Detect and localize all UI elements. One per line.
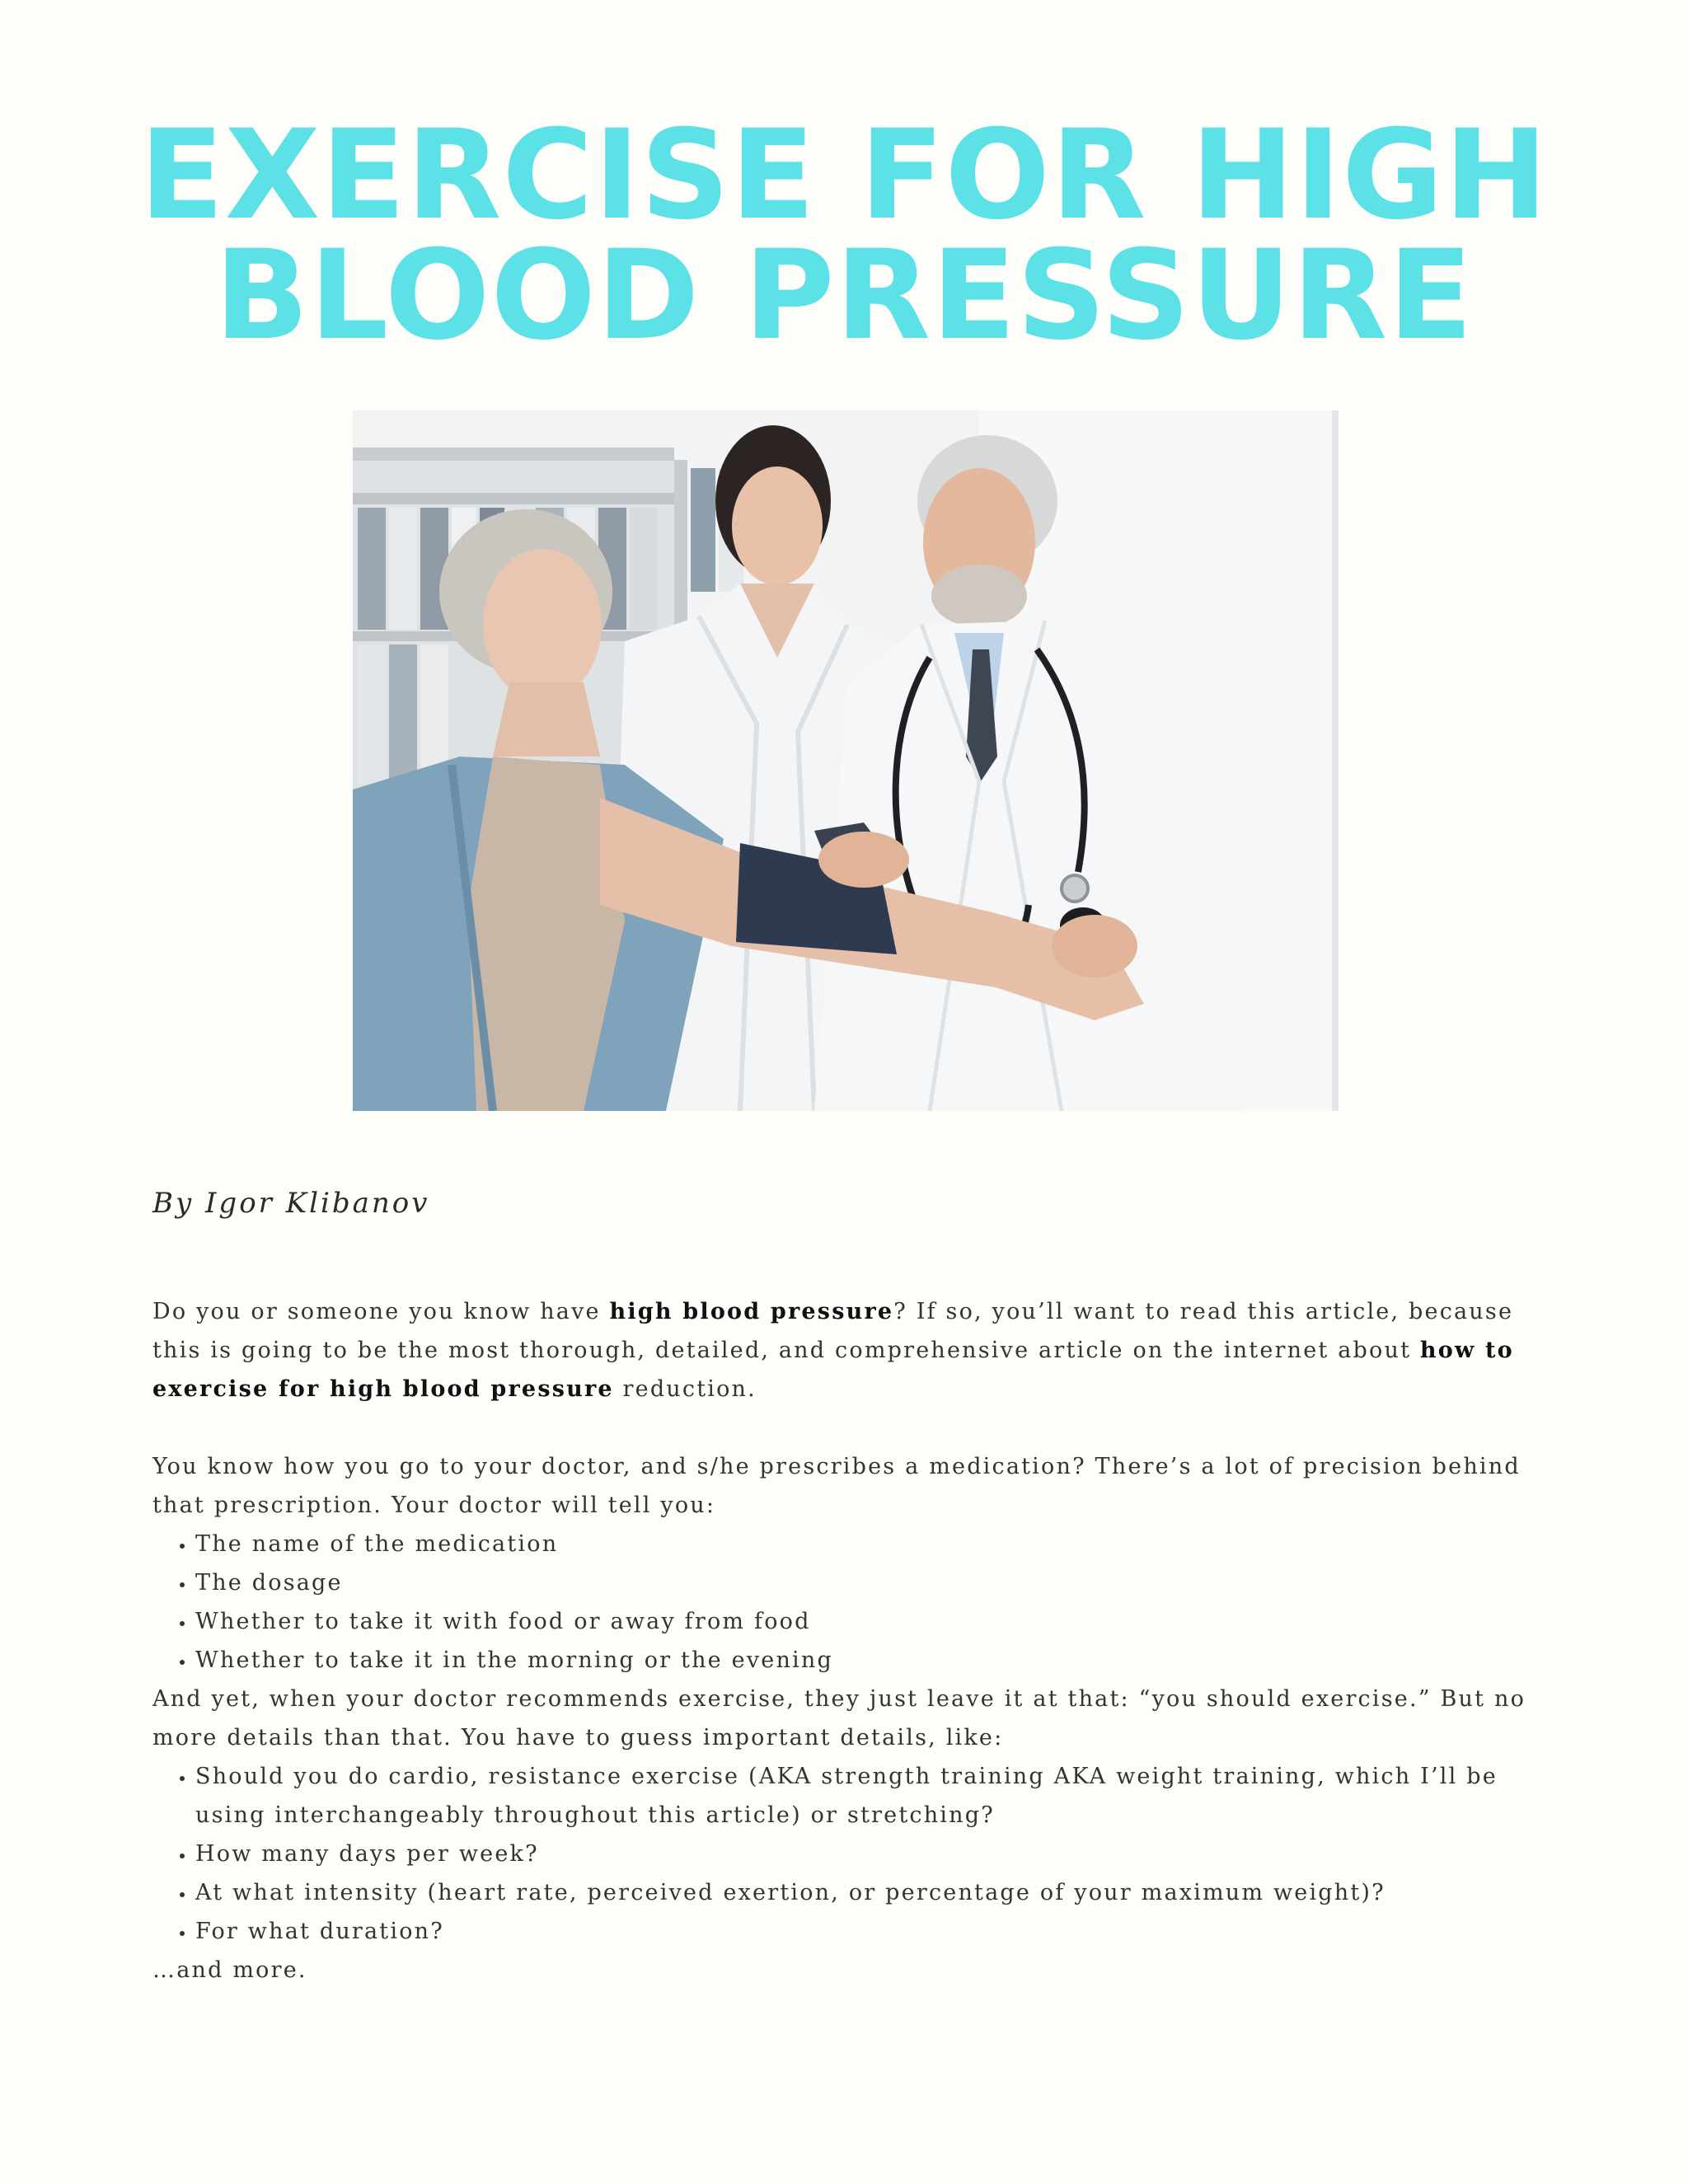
list-item: • Should you do cardio, resistance exercise (AKA strength training AKA weight training, which I’ll be using interchangeably throughout this article) or stretching? [195, 1757, 1554, 1835]
list-item: • The name of the medication [195, 1525, 1554, 1563]
intro-bold-2: how to exercise for high blood pressure [152, 1338, 1514, 1402]
exercise-questions-list [152, 1757, 1554, 1951]
intro-text-3: reduction. [613, 1376, 757, 1402]
title-line-2: BLOOD PRESSURE [214, 224, 1474, 368]
list-item: • How many days per week? [195, 1835, 1554, 1873]
intro-text-1: Do you or someone you know have [152, 1299, 610, 1324]
medication-list [152, 1525, 1554, 1680]
intro-bold-1: high blood pressure [609, 1299, 894, 1324]
paragraph-prescription: You know how you go to your doctor, and s/he prescribes a medication? There’s a lot of precision behind that prescription. Your doctor will tell you: [152, 1454, 1521, 1518]
intro-text-2: ? If so, you’ll want to read this article, because this is going to be the most thorough, detailed, and comprehensive article on the internet about [152, 1299, 1514, 1363]
list-item: • Whether to take it with food or away from food [195, 1602, 1554, 1641]
list-item: • Whether to take it in the morning or the evening [195, 1641, 1554, 1680]
closing-text: …and more. [152, 1957, 307, 1983]
list-item: • The dosage [195, 1563, 1554, 1602]
byline: By Igor Klibanov [152, 1187, 430, 1220]
article-body [152, 1292, 1554, 1990]
list-item: • At what intensity (heart rate, perceived exertion, or percentage of your maximum weight)? [195, 1873, 1554, 1912]
page-title [0, 104, 1688, 368]
list-item: • For what duration? [195, 1912, 1554, 1951]
doctor-measuring-blood-pressure-photo [353, 410, 1339, 1111]
title-line-1: EXERCISE FOR HIGH [139, 104, 1549, 247]
intro-paragraph [152, 1292, 1554, 1408]
paragraph-exercise: And yet, when your doctor recommends exercise, they just leave it at that: “you should exercise.” But no more details than that. You have to guess important details, like: [152, 1686, 1526, 1750]
